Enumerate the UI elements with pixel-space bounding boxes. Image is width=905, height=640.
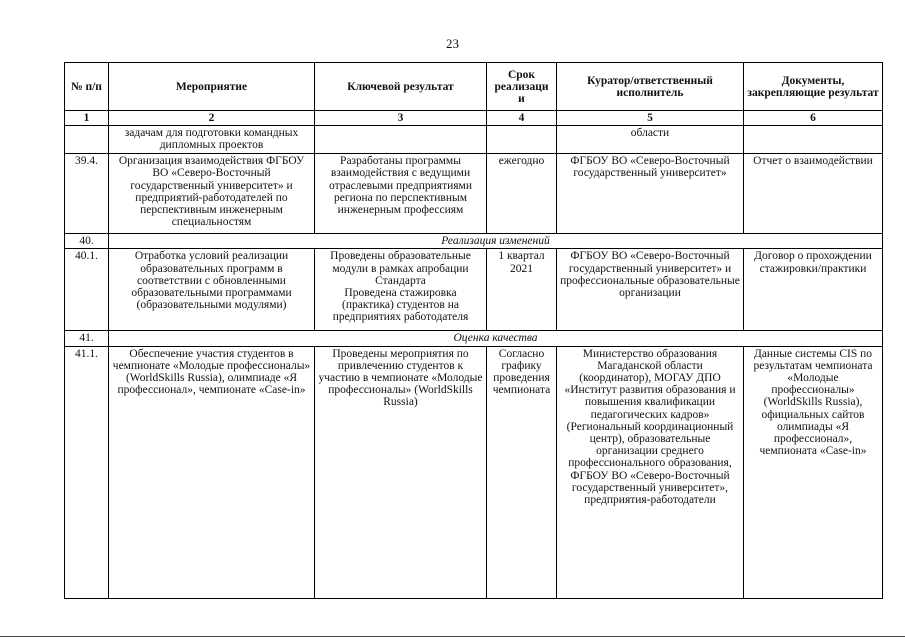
header-num: № п/п <box>65 63 109 111</box>
row-num: 41.1. <box>65 346 109 598</box>
page-number: 23 <box>446 36 459 51</box>
row-curator: ФГБОУ ВО «Северо-Восточный государственный университет» <box>557 154 744 234</box>
row-result: Проведены мероприятия по привлечению студентов к участию в чемпионате «Молодые профессионалы» (WorldSkills Russia) <box>315 346 487 598</box>
table-row <box>65 346 883 598</box>
row-curator: Министерство образования Магаданской области (координатор), МОГАУ ДПО «Институт развития образования и повышения квалификации педагогических кадров» (Региональный координационный центр), образовательные организации среднего профессионального образования, ФГБОУ ВО «Северо-Восточный государственный университет», предприятия-работодатели <box>557 346 744 598</box>
section-row <box>65 234 883 249</box>
section-row <box>65 331 883 346</box>
column-number: 6 <box>744 111 883 126</box>
section-title: Оценка качества <box>109 331 883 346</box>
section-num: 40. <box>65 234 109 249</box>
column-number: 5 <box>557 111 744 126</box>
row-num: 40.1. <box>65 249 109 331</box>
header-docs: Документы, закрепляющие результат <box>744 63 883 111</box>
row-result: Разработаны программы взаимодействия с ведущими отраслевыми предприятиями региона по перспективным инженерным профессиям <box>315 154 487 234</box>
header-curator: Куратор/ответственный исполнитель <box>557 63 744 111</box>
row-num <box>65 126 109 154</box>
table-row <box>65 126 883 154</box>
row-docs: Отчет о взаимодействии <box>744 154 883 234</box>
row-curator: ФГБОУ ВО «Северо-Восточный государственный университет» и профессиональные образовательные организации <box>557 249 744 331</box>
header-result: Ключевой результат <box>315 63 487 111</box>
plan-table <box>64 62 883 599</box>
row-curator: области <box>557 126 744 154</box>
row-deadline: ежегодно <box>487 154 557 234</box>
row-result <box>315 249 487 331</box>
column-number: 4 <box>487 111 557 126</box>
row-result-line: Проведены образовательные модули в рамках апробации Стандарта <box>330 250 471 287</box>
table-row <box>65 154 883 234</box>
row-event: Отработка условий реализации образовательных программ в соответствии с обновленными образовательными программами (образовательными модулями) <box>109 249 315 331</box>
row-docs: Договор о прохождении стажировки/практики <box>744 249 883 331</box>
header-deadline: Срок реализаци и <box>487 63 557 111</box>
row-num: 39.4. <box>65 154 109 234</box>
table-row <box>65 249 883 331</box>
page-bottom-edge <box>0 636 905 637</box>
section-num: 41. <box>65 331 109 346</box>
section-title: Реализация изменений <box>109 234 883 249</box>
column-number: 3 <box>315 111 487 126</box>
row-deadline: 1 квартал 2021 <box>487 249 557 331</box>
column-number: 2 <box>109 111 315 126</box>
row-result <box>315 126 487 154</box>
row-event: Организация взаимодействия ФГБОУ ВО «Северо-Восточный государственный университет» и предприятий-работодателей по перспективным инженерным специальностям <box>109 154 315 234</box>
row-deadline: Согласно графику проведения чемпионата <box>487 346 557 598</box>
header-event: Мероприятие <box>109 63 315 111</box>
row-result-line: Проведена стажировка (практика) студентов на предприятиях работодателя <box>332 287 469 324</box>
row-event: Обеспечение участия студентов в чемпионате «Молодые профессионалы» (WorldSkills Russia), олимпиаде «Я профессионал», чемпионате «Case-in» <box>109 346 315 598</box>
row-event: задачам для подготовки командных дипломных проектов <box>109 126 315 154</box>
table-header-row <box>65 63 883 111</box>
column-number-row <box>65 111 883 126</box>
row-docs <box>744 126 883 154</box>
row-docs: Данные системы CIS по результатам чемпионата «Молодые профессионалы» (WorldSkills Russia), официальных сайтов олимпиады «Я профессионал», чемпионата «Case-in» <box>744 346 883 598</box>
column-number: 1 <box>65 111 109 126</box>
row-deadline <box>487 126 557 154</box>
